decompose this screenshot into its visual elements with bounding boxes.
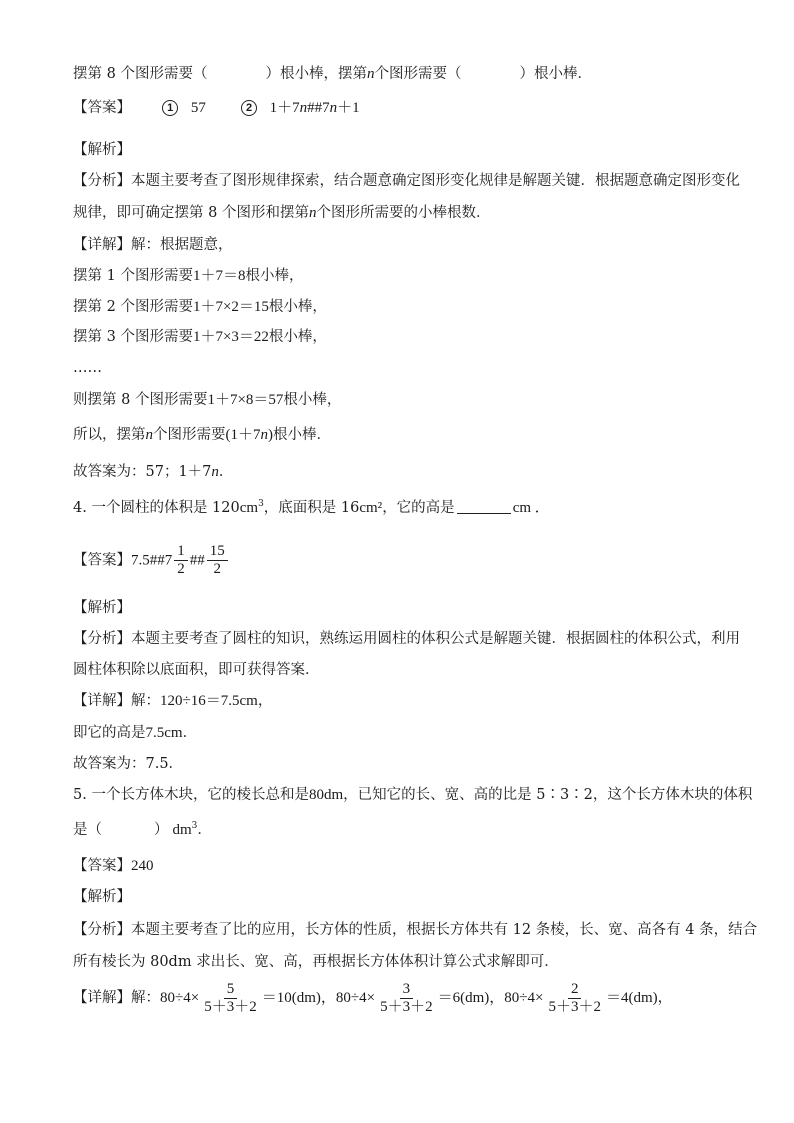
text: 摆第 3 个图形需要 (73, 329, 193, 345)
detail-intro: 【详解】解：根据题意， (73, 237, 233, 253)
text: 【详解】解： (73, 693, 160, 709)
fraction-half (174, 543, 188, 578)
ellipsis: …… (73, 360, 102, 376)
step-n (73, 425, 331, 445)
answer-value: 7.5##7 (131, 552, 173, 569)
result: ＝6(dm) (437, 990, 490, 1006)
detail-4 (73, 691, 272, 711)
fraction-fifteen-halves (207, 543, 228, 578)
numerator: 5 (224, 981, 238, 999)
step-2 (73, 297, 327, 317)
text: 根小棒， (283, 392, 342, 408)
text: ）根小棒，摆第 (265, 66, 367, 82)
text: 摆第 2 个图形需要 (73, 299, 193, 315)
text: 根小棒， (268, 299, 327, 315)
text: ， (257, 693, 273, 709)
numerator: 3 (400, 981, 414, 999)
expression: ，80÷4× (489, 990, 544, 1006)
answer-tag: 【答案】 (73, 858, 131, 874)
answer-separator: ## (189, 552, 205, 569)
question-4: 4. 一个圆柱的体积是 $120cm^3$，底面积是 16cm²，它的高是 cm ． (73, 499, 550, 516)
text: ） (154, 822, 169, 838)
result: ＝10(dm) (261, 990, 321, 1006)
step-8 (73, 390, 341, 410)
text: 个图形需要 (153, 427, 226, 443)
answer-tag: 【答案】 (73, 552, 131, 569)
answer-value-1: 57 (190, 100, 206, 116)
text: ． (218, 464, 234, 480)
denominator: 5＋3＋2 (380, 998, 433, 1015)
answer-blank (457, 499, 511, 514)
final-answer-4: 故答案为：7.5． (73, 756, 184, 772)
final-answer-3 (73, 462, 233, 482)
text: 摆第 1 个图形需要 (73, 268, 193, 284)
analysis-line-2 (73, 203, 490, 223)
question-5-line-2: 是（ ） $dm^3$． (73, 821, 212, 838)
result: ＝4(dm) (606, 990, 658, 1006)
text: 个图形所需要的小棒根数． (316, 205, 491, 221)
equation: 1＋7×3＝22 (192, 329, 269, 345)
numerator: 15 (207, 543, 228, 561)
fraction-height (545, 981, 604, 1016)
denominator: 2 (177, 561, 185, 577)
answer-value-2b: ＋1 (337, 100, 360, 116)
analysis-tag: 【解析】 (73, 142, 131, 158)
denominator: 5＋3＋2 (548, 998, 601, 1015)
analysis-tag: 【解析】 (73, 889, 131, 905)
text: ，已知它的长、宽、高的比是 5∶3∶2，这个长方体木块的体积 (343, 787, 753, 803)
answer-tag: 【答案】 (73, 100, 131, 116)
equation: 1＋7×2＝15 (192, 299, 269, 315)
step-1 (73, 266, 303, 286)
numerator: 1 (174, 543, 188, 561)
text: ． (197, 822, 212, 838)
text: ，它的高是 (382, 500, 455, 516)
expression: ) (268, 427, 273, 443)
expression: 80÷4× (160, 990, 200, 1006)
text: 故答案为：57；1＋7 (73, 464, 212, 480)
analysis-line-2: 所有棱长为 80dm 求出长、宽、高，再根据长方体体积计算公式求解即可． (73, 954, 559, 970)
text: 根小棒． (273, 427, 331, 443)
text: ，底面积是 16 (263, 500, 360, 516)
denominator: 2 (213, 561, 221, 577)
text: 所以，摆第 (73, 427, 146, 443)
expression: ，80÷4× (320, 990, 376, 1006)
equation: 1＋7×8＝57 (207, 392, 284, 408)
answer-separator: ##7 (307, 100, 330, 116)
text: ， (657, 990, 673, 1006)
answer-5 (73, 856, 154, 876)
question-5-line-1 (73, 785, 752, 805)
text: 则摆第 8 个图形需要 (73, 392, 208, 408)
equation: 120÷16＝7.5cm (160, 693, 258, 709)
analysis-line-1: 【分析】本题主要考查了圆柱的知识，熟练运用圆柱的体积公式是解题关键．根据圆柱的体积公式，利用 (73, 631, 740, 647)
numerator: 2 (568, 981, 582, 999)
answer-value-2: 1＋7 (269, 100, 300, 116)
text: 摆第 8 个图形需要（ (73, 66, 208, 82)
text: 是（ (73, 822, 102, 838)
text: 即它的高是 (73, 725, 146, 741)
circled-number-2: 2 (241, 100, 257, 116)
variable-n: n (366, 66, 375, 82)
fraction-length (201, 981, 260, 1016)
analysis-line-1: 【分析】本题主要考查了图形规律探索，结合题意确定图形变化规律是解题关键．根据题意确定图形变化 (73, 173, 740, 189)
variable-n: n (211, 464, 219, 480)
question-3-line (73, 64, 592, 84)
denominator: 5＋3＋2 (204, 998, 257, 1015)
unit: cm² (359, 500, 383, 516)
circled-number-1: 1 (162, 100, 178, 116)
variable-n: n (299, 100, 308, 116)
text: 规律，即可确定摆第 8 个图形和摆第 (73, 205, 309, 221)
variable-n: n (329, 100, 338, 116)
variable-n: n (145, 427, 153, 443)
answer-value: 240 (131, 858, 154, 874)
height-result (73, 723, 197, 743)
analysis-tag: 【解析】 (73, 600, 131, 616)
text: 【详解】解： (73, 990, 160, 1006)
detail-5 (73, 978, 672, 1018)
equation: 1＋7＝8 (192, 268, 246, 284)
analysis-line-1: 【分析】本题主要考查了比的应用，长方体的性质，根据长方体共有 12 条棱，长、宽、高各有 4 条，结合 (73, 922, 758, 938)
unit: dm (172, 822, 192, 838)
unit: cm (239, 500, 259, 516)
analysis-line-2: 圆柱体积除以底面积，即可获得答案． (73, 662, 320, 678)
text: 根小棒， (268, 329, 327, 345)
text: 个图形需要（ (374, 66, 462, 82)
expression: (1＋7 (225, 427, 261, 443)
value: 80dm (308, 787, 344, 803)
text: 4. 一个圆柱的体积是 120 (73, 500, 240, 516)
answer-4 (73, 543, 230, 578)
text: ． (182, 725, 198, 741)
value: 7.5cm (145, 725, 183, 741)
text: 根小棒， (245, 268, 304, 284)
answer-3 (73, 98, 360, 118)
step-3 (73, 327, 327, 347)
variable-n: n (308, 205, 317, 221)
text: 5. 一个长方体木块，它的棱长总和是 (73, 787, 309, 803)
variable-n: n (260, 427, 268, 443)
text: ）根小棒． (519, 66, 592, 82)
unit: cm ． (512, 500, 550, 516)
fraction-width (377, 981, 436, 1016)
